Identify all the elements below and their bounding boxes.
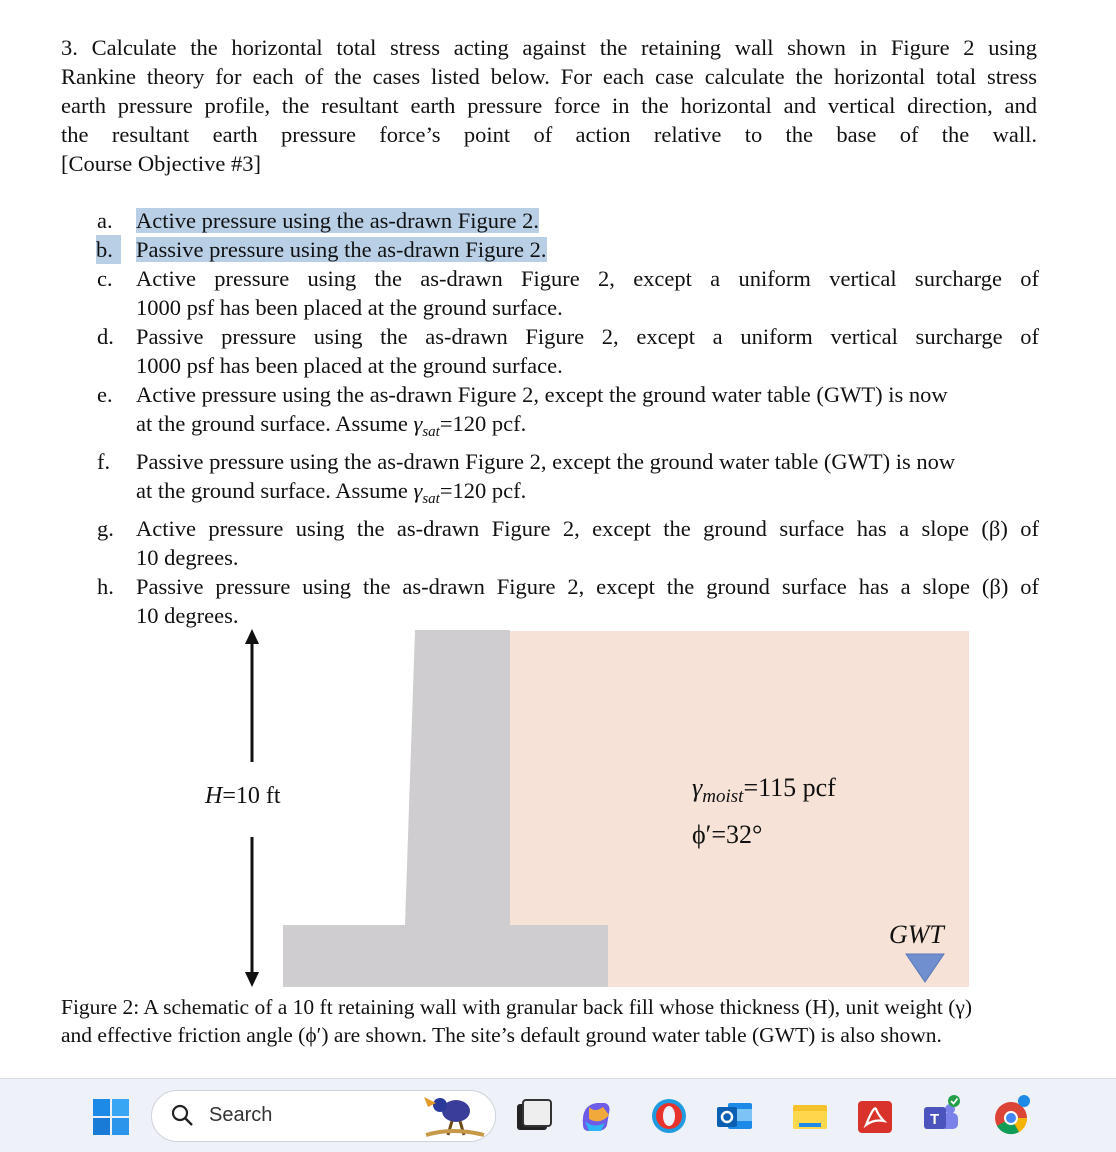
figure-caption xyxy=(61,993,1039,1049)
case-text: at the ground surface. Assume $\gamma_{sat}=120$ pcf. xyxy=(136,478,527,507)
taskbar xyxy=(0,1078,1116,1152)
case-marker: g. xyxy=(97,516,114,541)
case-text: Active pressure using the as-drawn Figure 2. xyxy=(136,208,540,233)
question-paragraph xyxy=(61,33,1037,178)
case-text: 1000 psf has been placed at the ground surface. xyxy=(136,295,563,320)
copilot-icon[interactable] xyxy=(575,1095,617,1137)
bird-icon[interactable] xyxy=(418,1091,488,1141)
case-text: 1000 psf has been placed at the ground surface. xyxy=(136,353,563,378)
terminal-icon[interactable] xyxy=(513,1095,555,1137)
arrow-up-icon xyxy=(245,629,259,644)
retaining-wall-diagram xyxy=(0,620,1116,1000)
case-item-f[interactable] xyxy=(97,447,1039,514)
arrow-down-icon xyxy=(245,972,259,987)
start-icon[interactable] xyxy=(93,1099,129,1135)
unit-weight-label: $\gamma_{moist}=115$ pcf xyxy=(692,773,836,807)
case-text: Passive pressure using the as-drawn Figure 2, except a uniform vertical surcharge of xyxy=(136,324,1039,349)
gwt-label: GWT xyxy=(889,920,944,949)
case-marker: a. xyxy=(97,208,113,233)
height-label: H=10 ft xyxy=(205,783,281,809)
case-text: 10 degrees. xyxy=(136,545,239,570)
case-list xyxy=(97,206,1039,630)
svg-text:T: T xyxy=(930,1111,940,1128)
teams-icon[interactable] xyxy=(920,1095,962,1137)
question-line: the resultant earth pressure force’s point of action relative to the base of the wall. xyxy=(61,122,1037,147)
case-text: Active pressure using the as-drawn Figure 2, except the ground water table (GWT) is now xyxy=(136,382,948,407)
search-icon xyxy=(170,1103,194,1127)
case-item-b[interactable] xyxy=(97,235,1039,264)
caption-line: and effective friction angle (ϕ′) are shown. The site’s default ground water table (GWT) is also shown. xyxy=(61,1023,942,1047)
case-text: Active pressure using the as-drawn Figure 2, except a uniform vertical surcharge of xyxy=(136,266,1039,291)
case-marker: d. xyxy=(97,324,114,349)
retaining-wall xyxy=(283,630,608,987)
question-line: Rankine theory for each of the cases listed below. For each case calculate the horizontal total stress xyxy=(61,64,1037,89)
question-line: [Course Objective #3] xyxy=(61,151,261,176)
question-line: 3. Calculate the horizontal total stress acting against the retaining wall shown in Figure 2 using xyxy=(61,35,1037,60)
case-marker: e. xyxy=(97,382,113,407)
case-marker: c. xyxy=(97,266,113,291)
file-explorer-icon[interactable] xyxy=(789,1095,831,1137)
case-item-c[interactable] xyxy=(97,264,1039,322)
case-text: Active pressure using the as-drawn Figure 2, except the ground surface has a slope (β) of xyxy=(136,516,1039,541)
case-text: Passive pressure using the as-drawn Figure 2, except the ground water table (GWT) is now xyxy=(136,449,956,474)
friction-angle-label: ϕ′=32° xyxy=(692,820,763,849)
case-item-g[interactable] xyxy=(97,514,1039,572)
case-text: Passive pressure using the as-drawn Figure 2, except the ground surface has a slope (β) of xyxy=(136,574,1039,599)
case-item-d[interactable] xyxy=(97,322,1039,380)
figure-2 xyxy=(0,620,1116,1000)
case-text: Passive pressure using the as-drawn Figure 2. xyxy=(136,237,547,262)
case-text: at the ground surface. Assume $\gamma_{sat}=120$ pcf. xyxy=(136,411,527,440)
case-item-a[interactable] xyxy=(97,206,1039,235)
search-placeholder: Search xyxy=(209,1104,273,1126)
case-marker: f. xyxy=(97,449,111,474)
case-item-e[interactable] xyxy=(97,380,1039,447)
chrome-icon[interactable] xyxy=(990,1095,1032,1137)
acrobat-icon[interactable] xyxy=(854,1095,896,1137)
question-line: earth pressure profile, the resultant earth pressure force in the horizontal and vertical direction, and xyxy=(61,93,1037,118)
case-marker: b. xyxy=(96,235,121,264)
case-text: 10 degrees. xyxy=(136,603,239,628)
caption-line: Figure 2: A schematic of a 10 ft retaining wall with granular back fill whose thickness (H), unit weight (γ) xyxy=(61,995,973,1019)
gwt-triangle-icon xyxy=(906,954,944,982)
case-marker: h. xyxy=(97,574,114,599)
opera-icon[interactable] xyxy=(648,1095,690,1137)
outlook-icon[interactable] xyxy=(714,1095,756,1137)
